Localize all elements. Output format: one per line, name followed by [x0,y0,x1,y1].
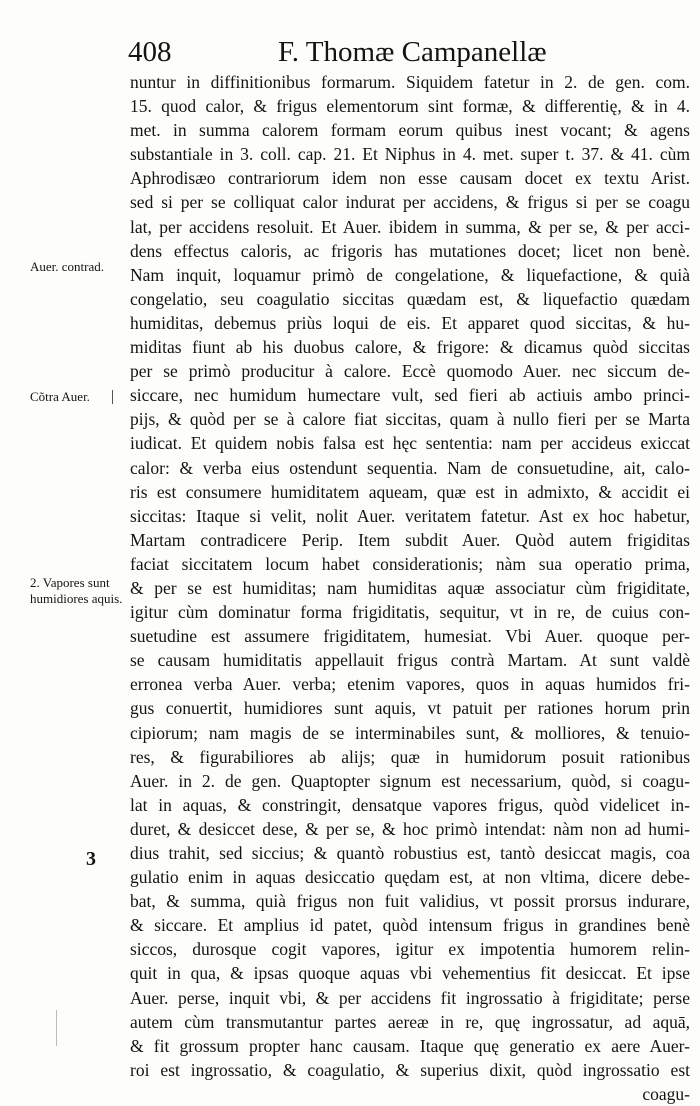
text-line: sed si per se colliquat calor indurat per accidens, & frigus si per se coagu [130,192,690,213]
text-line: calor: & verba eius ostendunt sequentia. Nam de consuetudine, ait, calo- [130,457,690,478]
text-line: se causam humiditatis appellauit frigus contrà Martam. At sunt valdè [130,650,690,671]
text-line: & siccare. Et amplius id patet, quòd intensum frigus in grandines benè [130,915,690,936]
text-line: lat in aquas, & constringit, densatque vapores frigus, quòd videlicet in- [130,794,690,815]
text-line: roi est ingrossatio, & coagulatio, & superius dixit, quòd ingrossatio est [130,1059,690,1080]
text-line: substantiale in 3. coll. cap. 21. Et Niphus in 4. met. super t. 37. & 41. cùm [130,144,690,165]
text-line: ris est consumere humiditatem aqueam, quæ est in admixto, & accidit ei [130,481,690,502]
text-line: congelatio, seu coagulatio siccitas quædam est, & liquefactio quædam [130,288,690,309]
text-line: met. in summa calorem formam eorum quibus inest vocant; & agens [130,120,690,141]
text-line: Nam inquit, loquamur primò de congelatione, & liquefactione, & quià [130,264,690,285]
text-line: siccitas: Itaque si velit, nolit Auer. veritatem fatetur. Ast ex hoc habetur, [130,505,690,526]
text-line: humiditas, debemus priùs loqui de eis. Et apparet quod siccitas, & hu- [130,312,690,333]
text-line: siccos, durosque cogit vapores, igitur ex impotentia humorem relin- [130,939,690,960]
running-title: F. Thomæ Campanellæ [278,36,547,68]
text-line: quit in qua, & ipsas quoque aquas vbi vehementius fit desiccat. Et ipse [130,963,690,984]
text-line: duret, & desiccet dese, & per se, & hoc primò intendat: nàm non ad humi- [130,818,690,839]
text-line: per se primò producitur à calore. Eccè quomodo Auer. nec siccum de- [130,361,690,382]
text-line: lat, per accidens resoluit. Et Auer. ibidem in summa, & per se, & per acci- [130,216,690,237]
text-line: Aphrodisæo contrariorum idem non esse causam docet ex textu Arist. [130,168,690,189]
text-line: 15. quod calor, & frigus elementorum sint formæ, & differentię, & in 4. [130,96,690,117]
text-line: Auer. perse, inquit vbi, & per accidens fit ingrossatio à frigiditate; perse [130,987,690,1008]
text-line: dens effectus caloris, ac frigoris has mutationes docet; licet non benè. [130,240,690,261]
text-line: pijs, & quòd per se à calore fiat siccitas, quam à nullo fieri per se Marta [130,409,690,430]
gutter-mark [112,390,113,404]
text-line: gulatio enim in aquas desiccatio quędam est, at non vltima, dicere debe- [130,867,690,888]
text-line: gus conuertit, humidiores sunt aquis, vt patuit per rationes horum prin [130,698,690,719]
text-line: erronea verba Auer. verba; etenim vapores, quos in aquas humidos fri- [130,674,690,695]
margin-note-contra-auer: Cõtra Auer. [30,389,90,404]
text-line: iudicat. Et quidem nobis falsa est hęc sententia: nam per accideus exiccat [130,433,690,454]
text-line: & per se est humiditas; nam humiditas aquæ associatur cùm frigiditate, [130,577,690,598]
text-line: autem cùm transmutantur partes aereæ in re, quę ingrossatur, ad aquā, [130,1011,690,1032]
margin-note-vapores: 2. Vapores sunt humidiores aquis. [30,575,123,606]
text-line: siccare, nec humidum humectare vult, sed fieri ab actiuis ambo princi- [130,385,690,406]
running-header [128,34,648,70]
text-line: suetudine est assumere frigiditatem, humesiat. Vbi Auer. quoque per- [130,626,690,647]
text-line: dius trahit, sed siccius; & quantò robustius est, tantò desiccat magis, coa [130,843,690,863]
text-line: & fit grossum propter hanc causam. Itaque quę generatio ex aere Auer- [130,1035,690,1056]
margin-numeral: 3 [86,848,96,870]
text-line: Martam contradicere Perip. Item subdit Auer. Quòd autem frigiditas [130,529,690,550]
page-number: 408 [128,36,172,68]
text-line: igitur cùm dominatur forma frigiditatis, sequitur, vt in re, de cuius con- [130,602,690,623]
text-line: nuntur in diffinitionibus formarum. Siquidem fatetur in 2. de gen. com. [130,72,690,92]
text-line: faciat siccitatem locum habet considerationis; nàm sua operatio prima, [130,553,690,574]
margin-rule [56,1010,57,1046]
text-line: res, & figurabiliores ab alijs; quæ in humidorum posuit rationibus [130,746,690,767]
text-line: Auer. in 2. de gen. Quaptopter signum est necessarium, quòd, si coagu- [130,770,690,791]
text-line: cipiorum; nam magis de se interminabiles sunt, & molliores, & tenuio- [130,722,690,743]
text-line: bat, & summa, quià frigus non fuit validius, vt possit prorsus indurare, [130,891,690,912]
margin-note-auer-contrad: Auer. contrad. [30,259,105,274]
body-text [130,70,690,1106]
text-line: coagu- [642,1083,690,1104]
text-line: miditas fiunt ab his duobus calore, & frigore: & dicamus quòd siccitas [130,337,690,358]
